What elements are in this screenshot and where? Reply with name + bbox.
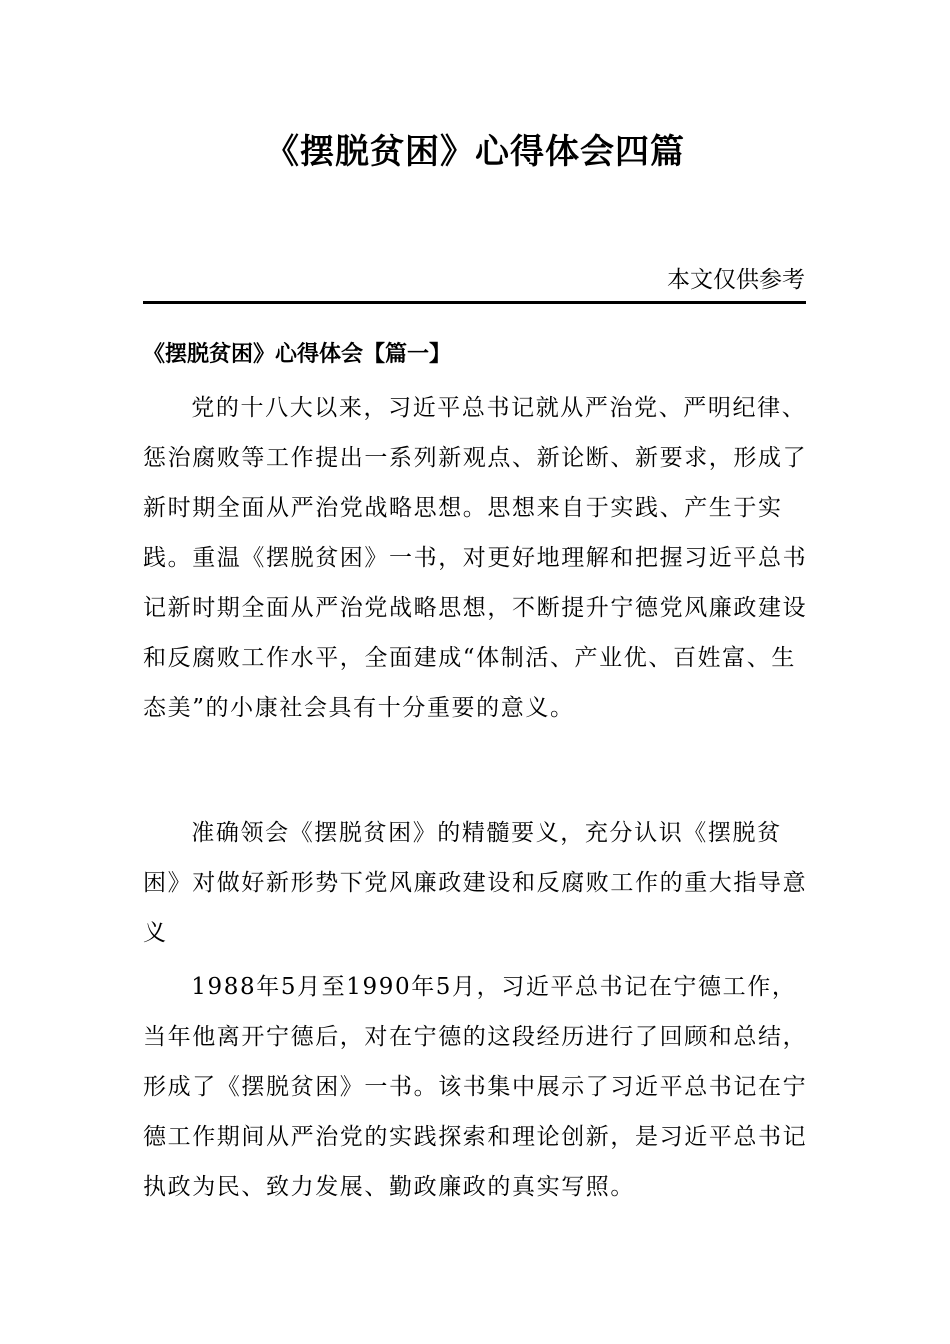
paragraph: 准确领会《摆脱贫困》的精髓要义，充分认识《摆脱贫困》对做好新形势下党风廉政建设和反腐败工作的重大指导意义 xyxy=(143,820,808,946)
paragraph: 党的十八大以来，习近平总书记就从严治党、严明纪律、惩治腐败等工作提出一系列新观点、新论断、新要求，形成了新时期全面从严治党战略思想。思想来自于实践、产生于实践。重温《摆脱贫困》一书，对更好地理解和把握习近平总书记新时期全面从严治党战略思想，不断提升宁德党风廉政建设和反腐败工作水平，全面建成“体制活、产业优、百姓富、生态美”的小康社会具有十分重要的意义。 xyxy=(143,395,808,721)
paragraph: 1988年5月至1990年5月，习近平总书记在宁德工作，当年他离开宁德后，对在宁德的这段经历进行了回顾和总结，形成了《摆脱贫困》一书。该书集中展示了习近平总书记在宁德工作期间从严治党的实践探索和理论创新，是习近平总书记执政为民、致力发展、勤政廉政的真实写照。 xyxy=(143,974,808,1200)
horizontal-rule xyxy=(143,301,806,304)
document-title: 《摆脱贫困》心得体会四篇 xyxy=(265,132,685,172)
section-heading: 《摆脱贫困》心得体会【篇一】 xyxy=(143,342,452,367)
reference-note: 本文仅供参考 xyxy=(667,267,805,293)
